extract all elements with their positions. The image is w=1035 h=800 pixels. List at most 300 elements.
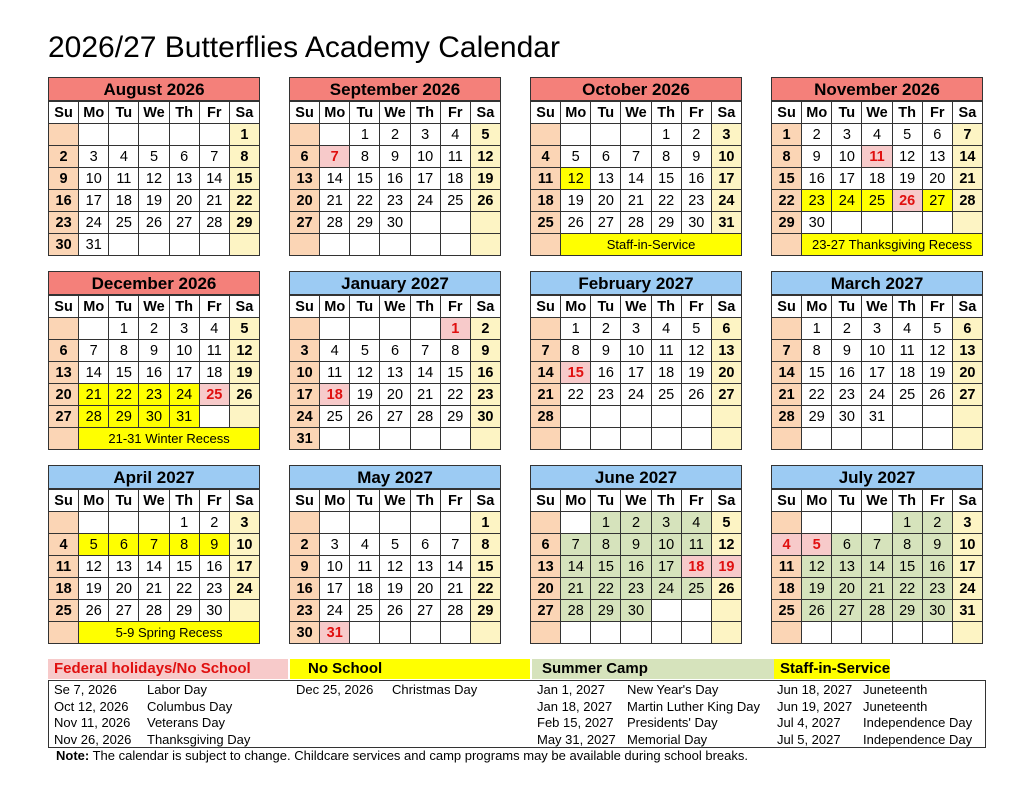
day-cell: 18 <box>772 578 802 600</box>
day-cell: 23 <box>681 190 711 212</box>
day-cell <box>410 622 440 644</box>
day-cell: 10 <box>711 146 741 168</box>
day-cell: 24 <box>651 578 681 600</box>
week-row <box>531 362 742 384</box>
day-cell: 6 <box>49 340 79 362</box>
day-cell <box>410 428 440 450</box>
weekday-header: Mo <box>320 102 350 124</box>
weekday-header: We <box>139 490 169 512</box>
month-title: February 2027 <box>530 271 742 295</box>
month-title: November 2026 <box>771 77 983 101</box>
day-cell: 23 <box>199 578 229 600</box>
day-cell: 26 <box>229 384 259 406</box>
day-cell: 17 <box>320 578 350 600</box>
day-cell: 10 <box>410 146 440 168</box>
weekday-header: Su <box>290 296 320 318</box>
day-cell: 8 <box>561 340 591 362</box>
week-row <box>772 318 983 340</box>
weekday-header: Th <box>651 296 681 318</box>
day-cell: 20 <box>922 168 952 190</box>
day-cell <box>561 124 591 146</box>
footnote-text: The calendar is subject to change. Childcare services and camp programs may be available during school breaks. <box>89 748 748 763</box>
weekday-header-row <box>772 490 983 512</box>
weekday-header: Tu <box>591 490 621 512</box>
day-cell: 22 <box>591 578 621 600</box>
day-cell <box>922 622 952 644</box>
day-cell: 22 <box>440 384 470 406</box>
weekday-header: Su <box>531 102 561 124</box>
day-cell: 13 <box>832 556 862 578</box>
holiday-date: Nov 11, 2026 <box>54 715 131 730</box>
weekday-header: Tu <box>109 490 139 512</box>
day-cell: 22 <box>470 578 500 600</box>
day-cell: 28 <box>621 212 651 234</box>
day-cell <box>350 234 380 256</box>
week-row <box>531 600 742 622</box>
day-cell: 6 <box>591 146 621 168</box>
day-cell: 25 <box>531 212 561 234</box>
day-cell: 23 <box>802 190 832 212</box>
week-row <box>49 234 260 256</box>
day-cell: 23 <box>380 190 410 212</box>
day-cell: 18 <box>109 190 139 212</box>
day-cell: 10 <box>290 362 320 384</box>
legend-federal-holiday: Federal holidays/No School <box>48 659 288 679</box>
holiday-date: Dec 25, 2026 <box>296 682 374 697</box>
day-cell <box>109 512 139 534</box>
day-cell <box>470 212 500 234</box>
weekday-header: We <box>380 296 410 318</box>
day-cell <box>651 406 681 428</box>
week-row <box>531 384 742 406</box>
day-cell <box>892 622 922 644</box>
day-cell: 28 <box>862 600 892 622</box>
holiday-name: Memorial Day <box>627 731 708 747</box>
day-cell: 10 <box>832 146 862 168</box>
day-cell: 31 <box>952 600 982 622</box>
day-cell: 1 <box>109 318 139 340</box>
day-cell: 14 <box>139 556 169 578</box>
day-cell <box>621 428 651 450</box>
week-row <box>49 534 260 556</box>
day-cell: 30 <box>49 234 79 256</box>
day-cell <box>229 406 259 428</box>
day-cell: 26 <box>892 190 922 212</box>
month-calendar <box>289 271 501 450</box>
weekday-header: Fr <box>922 296 952 318</box>
day-cell <box>320 318 350 340</box>
day-cell <box>531 512 561 534</box>
day-cell: 7 <box>199 146 229 168</box>
day-cell: 20 <box>380 384 410 406</box>
day-cell: 7 <box>410 340 440 362</box>
weekday-header: Mo <box>802 296 832 318</box>
day-cell: 30 <box>922 600 952 622</box>
day-cell: 12 <box>139 168 169 190</box>
day-cell: 24 <box>832 190 862 212</box>
day-cell <box>320 234 350 256</box>
holiday-date: Oct 12, 2026 <box>54 698 129 714</box>
day-cell: 8 <box>892 534 922 556</box>
weekday-header: Tu <box>591 296 621 318</box>
weekday-header: Mo <box>802 102 832 124</box>
weekday-header: Mo <box>320 296 350 318</box>
day-cell <box>79 318 109 340</box>
day-cell <box>862 428 892 450</box>
day-cell: 27 <box>410 600 440 622</box>
day-cell: 10 <box>79 168 109 190</box>
week-row <box>772 146 983 168</box>
weekday-header: Th <box>169 296 199 318</box>
weekday-header: Sa <box>952 490 982 512</box>
day-cell: 19 <box>470 168 500 190</box>
day-cell: 14 <box>79 362 109 384</box>
day-cell: 16 <box>290 578 320 600</box>
weekday-header: Sa <box>711 102 741 124</box>
day-cell: 3 <box>952 512 982 534</box>
day-cell: 12 <box>229 340 259 362</box>
day-cell <box>531 234 561 256</box>
day-cell <box>802 512 832 534</box>
day-cell: 9 <box>922 534 952 556</box>
day-cell: 21 <box>561 578 591 600</box>
day-cell: 9 <box>621 534 651 556</box>
day-cell: 9 <box>199 534 229 556</box>
day-cell: 20 <box>410 578 440 600</box>
week-row <box>49 168 260 190</box>
day-cell <box>561 406 591 428</box>
month-table <box>48 101 260 256</box>
day-cell <box>440 622 470 644</box>
day-cell <box>862 212 892 234</box>
day-cell <box>711 622 741 644</box>
day-cell: 26 <box>380 600 410 622</box>
day-cell: 6 <box>922 124 952 146</box>
day-cell: 21 <box>621 190 651 212</box>
weekday-header: Tu <box>591 102 621 124</box>
day-cell <box>410 234 440 256</box>
legend-staff-in-service: Staff-in-Service <box>774 659 890 679</box>
day-cell <box>410 212 440 234</box>
weekday-header: Su <box>290 490 320 512</box>
day-cell: 11 <box>320 362 350 384</box>
day-cell: 15 <box>591 556 621 578</box>
day-cell: 24 <box>711 190 741 212</box>
day-cell: 17 <box>832 168 862 190</box>
week-row <box>290 512 501 534</box>
day-cell: 7 <box>772 340 802 362</box>
day-cell: 2 <box>832 318 862 340</box>
week-row <box>290 600 501 622</box>
week-row <box>49 384 260 406</box>
day-cell: 13 <box>531 556 561 578</box>
weekday-header: Su <box>290 102 320 124</box>
day-cell: 12 <box>561 168 591 190</box>
day-cell: 1 <box>440 318 470 340</box>
day-cell: 16 <box>832 362 862 384</box>
day-cell <box>350 622 380 644</box>
weekday-header-row <box>772 296 983 318</box>
day-cell: 4 <box>440 124 470 146</box>
day-cell: 28 <box>320 212 350 234</box>
day-cell <box>199 124 229 146</box>
day-cell: 6 <box>531 534 561 556</box>
day-cell: 1 <box>892 512 922 534</box>
day-cell <box>440 234 470 256</box>
day-cell: 21 <box>772 384 802 406</box>
day-cell: 25 <box>862 190 892 212</box>
day-cell: 22 <box>350 190 380 212</box>
holiday-name: Veterans Day <box>147 715 226 730</box>
weekday-header: Tu <box>350 490 380 512</box>
day-cell <box>380 512 410 534</box>
day-cell <box>49 622 79 644</box>
day-cell: 27 <box>591 212 621 234</box>
holiday-name: Columbus Day <box>147 698 233 714</box>
day-cell: 31 <box>711 212 741 234</box>
day-cell: 1 <box>470 512 500 534</box>
weekday-header: We <box>621 102 651 124</box>
day-cell <box>380 318 410 340</box>
weekday-header: Su <box>49 102 79 124</box>
day-cell: 19 <box>681 362 711 384</box>
weekday-header: Tu <box>109 296 139 318</box>
day-cell: 11 <box>862 146 892 168</box>
day-cell: 24 <box>410 190 440 212</box>
week-row <box>290 534 501 556</box>
day-cell: 10 <box>320 556 350 578</box>
day-cell <box>772 234 802 256</box>
day-cell: 4 <box>772 534 802 556</box>
day-cell: 16 <box>139 362 169 384</box>
day-cell <box>320 512 350 534</box>
day-cell: 30 <box>832 406 862 428</box>
day-cell <box>862 622 892 644</box>
month-calendar <box>48 77 260 256</box>
day-cell: 24 <box>169 384 199 406</box>
weekday-header: We <box>621 296 651 318</box>
weekday-header: Mo <box>79 296 109 318</box>
day-cell <box>229 600 259 622</box>
week-row <box>49 146 260 168</box>
legend <box>48 659 986 679</box>
day-cell: 17 <box>862 362 892 384</box>
day-cell <box>109 234 139 256</box>
day-cell <box>561 622 591 644</box>
month-calendar <box>771 465 983 644</box>
page-title: 2026/27 Butterflies Academy Calendar <box>48 31 560 64</box>
day-cell: 26 <box>470 190 500 212</box>
week-row <box>772 362 983 384</box>
week-row <box>531 512 742 534</box>
day-cell: 3 <box>711 124 741 146</box>
week-row <box>772 556 983 578</box>
day-cell: 23 <box>49 212 79 234</box>
day-cell: 15 <box>169 556 199 578</box>
day-cell: 30 <box>380 212 410 234</box>
day-cell: 5 <box>561 146 591 168</box>
day-cell <box>350 512 380 534</box>
week-row <box>531 534 742 556</box>
day-cell <box>139 512 169 534</box>
week-row <box>772 212 983 234</box>
day-cell <box>380 428 410 450</box>
day-cell: 22 <box>772 190 802 212</box>
weekday-header: Fr <box>199 490 229 512</box>
day-cell: 15 <box>651 168 681 190</box>
weekday-header: Th <box>651 102 681 124</box>
day-cell: 24 <box>862 384 892 406</box>
day-cell: 29 <box>229 212 259 234</box>
day-cell: 9 <box>681 146 711 168</box>
day-cell: 21 <box>952 168 982 190</box>
week-row <box>772 190 983 212</box>
week-row <box>772 384 983 406</box>
day-cell: 12 <box>681 340 711 362</box>
week-row <box>290 556 501 578</box>
day-cell: 20 <box>290 190 320 212</box>
day-cell: 5 <box>79 534 109 556</box>
day-cell <box>681 622 711 644</box>
week-row <box>531 406 742 428</box>
day-cell: 2 <box>470 318 500 340</box>
month-calendar <box>289 77 501 256</box>
day-cell: 7 <box>320 146 350 168</box>
day-cell: 19 <box>79 578 109 600</box>
day-cell: 3 <box>862 318 892 340</box>
day-cell: 9 <box>591 340 621 362</box>
day-cell: 14 <box>320 168 350 190</box>
day-cell: 27 <box>290 212 320 234</box>
day-cell: 30 <box>290 622 320 644</box>
holiday-date: Jun 18, 2027 <box>777 682 853 697</box>
day-cell: 20 <box>49 384 79 406</box>
weekday-header: Sa <box>229 490 259 512</box>
day-cell: 22 <box>561 384 591 406</box>
day-cell: 7 <box>621 146 651 168</box>
day-cell: 8 <box>651 146 681 168</box>
day-cell <box>229 234 259 256</box>
day-cell: 31 <box>862 406 892 428</box>
day-cell: 6 <box>952 318 982 340</box>
day-cell: 12 <box>350 362 380 384</box>
day-cell: 30 <box>139 406 169 428</box>
day-cell: 1 <box>350 124 380 146</box>
day-cell: 14 <box>952 146 982 168</box>
day-cell: 15 <box>772 168 802 190</box>
day-cell: 12 <box>380 556 410 578</box>
week-row <box>531 124 742 146</box>
day-cell: 1 <box>802 318 832 340</box>
weekday-header-row <box>531 296 742 318</box>
day-cell: 23 <box>832 384 862 406</box>
month-note: 21-31 Winter Recess <box>79 428 260 450</box>
day-cell: 24 <box>229 578 259 600</box>
week-row <box>531 340 742 362</box>
weekday-header: Tu <box>832 102 862 124</box>
weekday-header: Mo <box>561 490 591 512</box>
day-cell: 11 <box>440 146 470 168</box>
weekday-header: Su <box>531 490 561 512</box>
day-cell: 5 <box>229 318 259 340</box>
month-note: 5-9 Spring Recess <box>79 622 260 644</box>
day-cell: 5 <box>922 318 952 340</box>
day-cell: 15 <box>802 362 832 384</box>
weekday-header: We <box>139 102 169 124</box>
day-cell: 13 <box>169 168 199 190</box>
day-cell: 26 <box>922 384 952 406</box>
day-cell <box>832 212 862 234</box>
day-cell <box>651 600 681 622</box>
day-cell <box>531 622 561 644</box>
day-cell: 26 <box>139 212 169 234</box>
day-cell: 3 <box>651 512 681 534</box>
weekday-header: Tu <box>832 490 862 512</box>
weekday-header: Mo <box>79 102 109 124</box>
day-cell <box>711 406 741 428</box>
day-cell <box>470 234 500 256</box>
day-cell <box>772 428 802 450</box>
week-row <box>531 146 742 168</box>
day-cell: 26 <box>350 406 380 428</box>
day-cell: 19 <box>139 190 169 212</box>
week-row <box>49 190 260 212</box>
day-cell: 16 <box>681 168 711 190</box>
day-cell: 25 <box>350 600 380 622</box>
weekday-header: Fr <box>199 296 229 318</box>
weekday-header: We <box>380 490 410 512</box>
legend-no-school: No School <box>290 659 530 679</box>
day-cell: 11 <box>681 534 711 556</box>
day-cell: 21 <box>410 384 440 406</box>
weekday-header: Fr <box>681 296 711 318</box>
day-cell <box>621 622 651 644</box>
weekday-header: Th <box>892 102 922 124</box>
day-cell <box>380 234 410 256</box>
weekday-header: Su <box>49 296 79 318</box>
day-cell: 12 <box>922 340 952 362</box>
day-cell <box>621 124 651 146</box>
weekday-header: Fr <box>440 296 470 318</box>
week-row <box>49 318 260 340</box>
day-cell: 25 <box>651 384 681 406</box>
day-cell: 21 <box>862 578 892 600</box>
day-cell <box>681 406 711 428</box>
day-cell <box>139 124 169 146</box>
day-cell: 6 <box>410 534 440 556</box>
week-row <box>772 124 983 146</box>
month-calendar <box>530 271 742 450</box>
day-cell: 25 <box>320 406 350 428</box>
day-cell: 29 <box>350 212 380 234</box>
day-cell: 2 <box>922 512 952 534</box>
weekday-header: We <box>621 490 651 512</box>
day-cell: 15 <box>440 362 470 384</box>
day-cell: 4 <box>651 318 681 340</box>
day-cell: 28 <box>139 600 169 622</box>
day-cell: 27 <box>109 600 139 622</box>
week-row <box>772 622 983 644</box>
day-cell: 13 <box>109 556 139 578</box>
day-cell <box>952 622 982 644</box>
weekday-header-row <box>531 102 742 124</box>
day-cell: 27 <box>711 384 741 406</box>
holiday-name: Juneteenth <box>863 698 928 714</box>
day-cell: 4 <box>109 146 139 168</box>
day-cell: 1 <box>651 124 681 146</box>
day-cell <box>922 428 952 450</box>
day-cell <box>350 318 380 340</box>
